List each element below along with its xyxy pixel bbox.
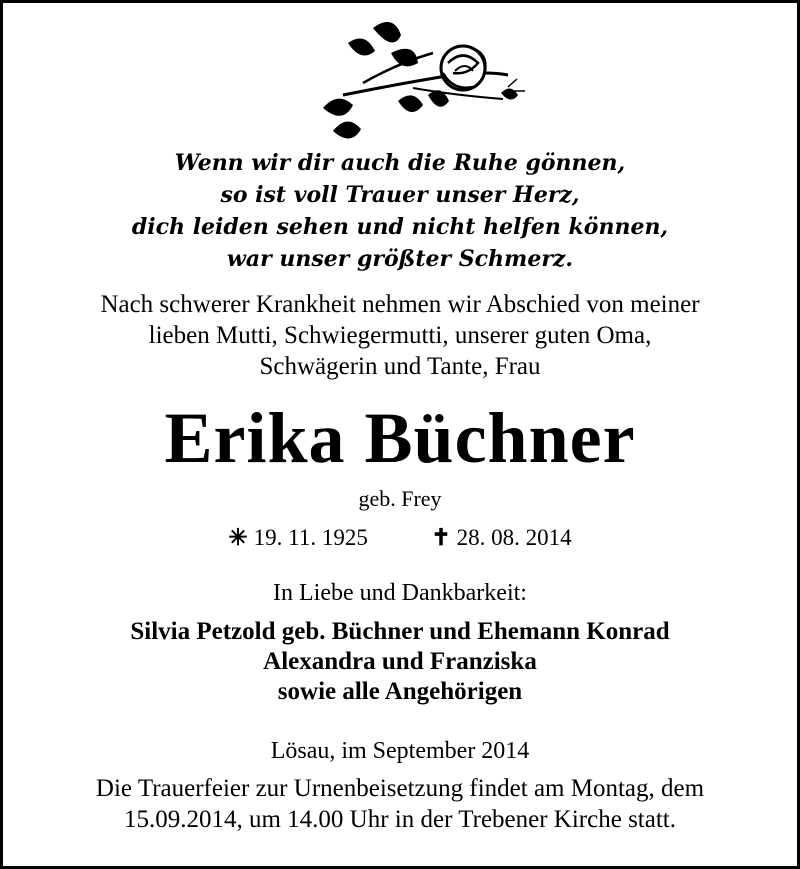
deceased-name: Erika Büchner <box>164 398 636 478</box>
intro-line: lieben Mutti, Schwiegermutti, unserer guten Oma, <box>148 322 652 349</box>
intro-line: Schwägerin und Tante, Frau <box>259 353 541 380</box>
star-icon: ✳ <box>228 525 248 550</box>
funeral-notice <box>3 773 797 835</box>
maiden-name: geb. Frey <box>358 486 442 511</box>
rose-icon <box>303 13 533 148</box>
family-line: Silvia Petzold geb. Büchner und Ehemann Konrad <box>130 618 670 645</box>
family-line: sowie alle Angehörigen <box>277 678 523 705</box>
cross-icon: ✝ <box>431 525 451 550</box>
intro-text <box>3 289 797 382</box>
death-date: 28. 08. 2014 <box>456 525 572 550</box>
poem-line: so ist voll Trauer unser Herz, <box>220 182 580 208</box>
poem-line: war unser größter Schmerz. <box>226 246 574 272</box>
intro-line: Nach schwerer Krankheit nehmen wir Abschied von meiner <box>100 291 700 318</box>
poem-line: Wenn wir dir auch die Ruhe gönnen, <box>174 150 626 176</box>
funeral-line: Die Trauerfeier zur Urnenbeisetzung findet am Montag, dem <box>95 775 705 802</box>
thanks-heading: In Liebe und Dankbarkeit: <box>273 580 527 606</box>
funeral-line: 15.09.2014, um 14.00 Uhr in der Trebener Kirche statt. <box>123 806 676 833</box>
death-date-group <box>431 523 571 553</box>
place-date: Lösau, im September 2014 <box>270 738 530 764</box>
poem <box>3 147 797 275</box>
family-list <box>3 617 797 707</box>
poem-line: dich leiden sehen und nicht helfen können, <box>131 214 669 240</box>
birth-date-group <box>228 523 367 553</box>
life-dates <box>3 523 797 553</box>
birth-date: 19. 11. 1925 <box>253 525 368 550</box>
family-line: Alexandra und Franziska <box>263 648 537 675</box>
